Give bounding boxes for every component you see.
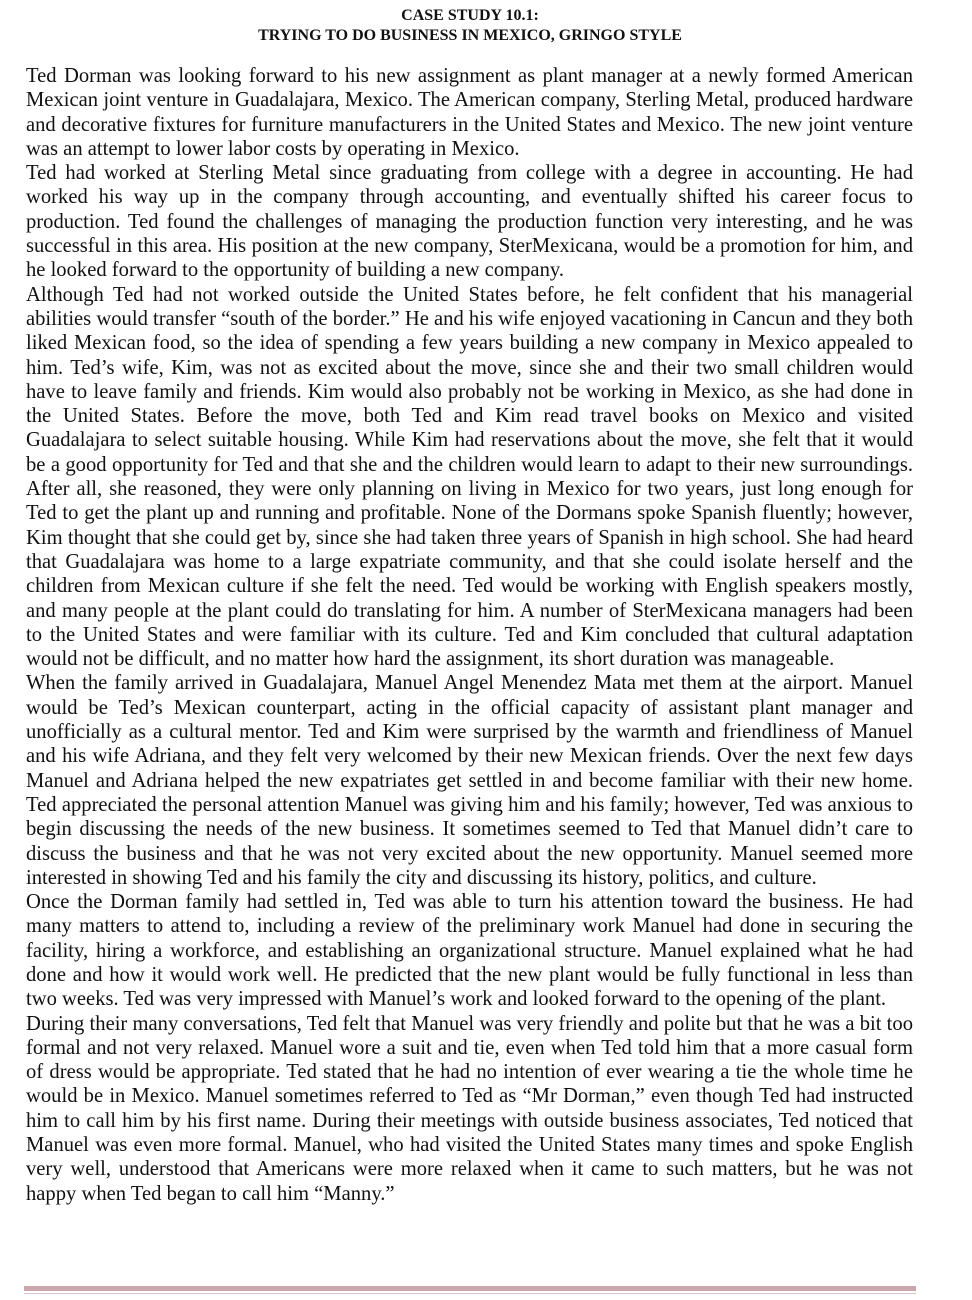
paragraph: Ted had worked at Sterling Metal since graduating from college with a degree in accounting. He had worked his way up in the company through accounting, and eventually shifted his career focus to production. Ted found the challenges of managing the production function very interesting, and he was successful in this area. His position at the new company, SterMexicana, would be a promotion for him, and he looked forward to the opportunity of building a new company. <box>26 162 913 282</box>
case-study-number: CASE STUDY 10.1: <box>401 7 539 24</box>
paragraph: Although Ted had not worked outside the United States before, he felt confident that his managerial abilities would transfer “south of the border.” He and his wife enjoyed vacationing in Cancun and they both liked Mexican food, so the idea of spending a few years building a new company in Mexico appealed to him. Ted’s wife, Kim, was not as excited about the move, since she and their two small children would have to leave family and friends. Kim would also probably not be working in Mexico, as she had done in the United States. Before the move, both Ted and Kim read travel books on Mexico and visited Guadalajara to select suitable housing. While Kim had reservations about the move, she felt that it would be a good opportunity for Ted and that she and the children would learn to adapt to their new surroundings. After all, she reasoned, they were only planning on living in Mexico for two years, just long enough for Ted to get the plant up and running and profitable. None of the Dormans spoke Spanish fluently; however, Kim thought that she could get by, since she had taken three years of Spanish in high school. She had heard that Guadalajara was home to a large expatriate community, and that she could isolate herself and the children from Mexican culture if she felt the need. Ted would be working with English speakers mostly, and many people at the plant could do translating for him. A number of SterMexicana managers had been to the United States and were familiar with its culture. Ted and Kim concluded that cultural adaptation would not be difficult, and no matter how hard the assignment, its short duration was manageable. <box>26 283 913 671</box>
paragraph: Ted Dorman was looking forward to his new assignment as plant manager at a newly formed American Mexican joint venture in Guadalajara, Mexico. The American company, Sterling Metal, produced hardware and decorative fixtures for furniture manufacturers in the United States and Mexico. The new joint venture was an attempt to lower labor costs by operating in Mexico. <box>26 65 913 160</box>
case-study-body <box>26 64 913 1206</box>
footer-divider-thin <box>24 1293 916 1294</box>
footer-divider <box>24 1286 916 1291</box>
paragraph: During their many conversations, Ted felt that Manuel was very friendly and polite but that he was a bit too formal and not very relaxed. Manuel wore a suit and tie, even when Ted told him that a more casual form of dress would be appropriate. Ted stated that he had no intention of ever wearing a tie the whole time he would be in Mexico. Manuel sometimes referred to Ted as “Mr Dorman,” even though Ted had instructed him to call him by his first name. During their meetings with outside business associates, Ted noticed that Manuel was even more formal. Manuel, who had visited the United States many times and spoke English very well, understood that Americans were more relaxed when it came to such matters, but he was not happy when Ted began to call him “Manny.” <box>26 1012 913 1205</box>
case-study-title: TRYING TO DO BUSINESS IN MEXICO, GRINGO STYLE <box>258 27 682 44</box>
case-study-header <box>0 6 940 46</box>
paragraph: Once the Dorman family had settled in, Ted was able to turn his attention toward the business. He had many matters to attend to, including a review of the preliminary work Manuel had done in securing the facility, hiring a workforce, and establishing an organizational structure. Manuel explained what he had done and how it would work well. He predicted that the new plant would be fully functional in less than two weeks. Ted was very impressed with Manuel’s work and looked forward to the opening of the plant. <box>26 891 913 1011</box>
paragraph: When the family arrived in Guadalajara, Manuel Angel Menendez Mata met them at the airport. Manuel would be Ted’s Mexican counterpart, acting in the official capacity of assistant plant manager and unofficially as a cultural mentor. Ted and Kim were surprised by the warmth and friendliness of Manuel and his wife Adriana, and they felt very welcomed by their new Mexican friends. Over the next few days Manuel and Adriana helped the new expatriates get settled in and become familiar with their new home. Ted appreciated the personal attention Manuel was giving him and his family; however, Ted was anxious to begin discussing the needs of the new business. It sometimes seemed to Ted that Manuel didn’t care to discuss the business and that he was not very excited about the new opportunity. Manuel seemed more interested in showing Ted and his family the city and discussing its history, politics, and culture. <box>26 672 913 889</box>
